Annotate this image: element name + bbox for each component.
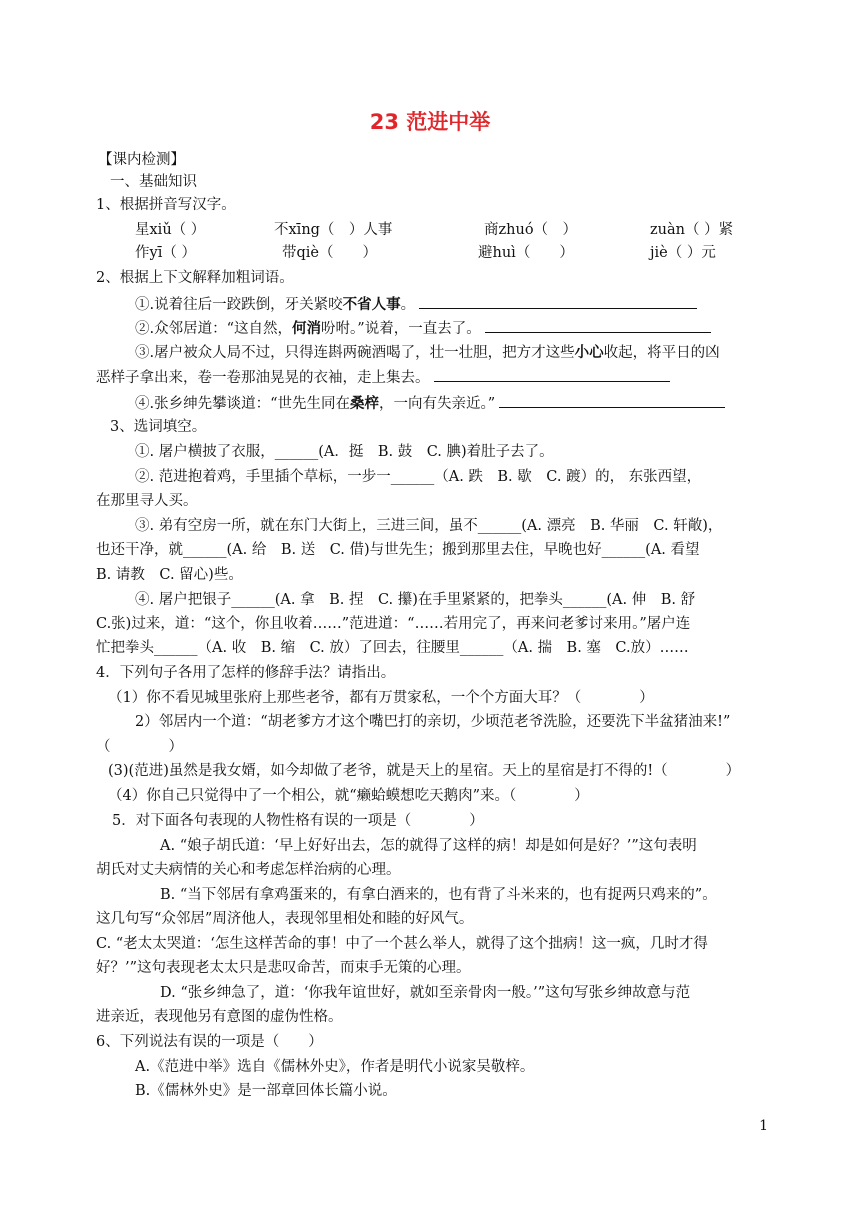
q5-stem: 5．对下面各句表现的人物性格有误的一项是（ ） (112, 813, 484, 829)
q5-option: B. “当下邻居有拿鸡蛋来的，有拿白酒来的，也有背了斗米来的，也有捉两只鸡来的”。 (160, 887, 717, 903)
answer-line[interactable] (499, 392, 725, 408)
q2-text: ④.张乡绅先攀谈道：“世先生同在 (135, 396, 351, 412)
q6-option: A.《范进中举》选自《儒林外史》，作者是明代小说家吴敬梓。 (135, 1059, 535, 1075)
q4-line: 2）邻居内一个道：“胡老爹方才这个嘴巴打的亲切，少顷范老爷洗脸，还要洗下半盆猪油来!” (135, 714, 731, 730)
answer-line[interactable] (434, 366, 670, 382)
q3-line: ①. 屠户横披了衣服，______(A．挺 B. 鼓 C. 腆)着肚子去了。 (135, 444, 554, 460)
q2-text: ②.众邻居道：“这自然， (135, 321, 293, 337)
q2-text: 吩咐。”说着，一直去了。 (321, 321, 481, 337)
q2-bold-word: 桑梓 (350, 395, 380, 412)
q1-stem: 1、根据拼音写汉字。 (96, 197, 236, 213)
q2-bold-word: 小心 (574, 344, 604, 361)
q1-item: 商zhuó（ ） (484, 222, 578, 238)
q5-option: 好？’”这句表现老太太只是悲叹命苦，而束手无策的心理。 (96, 960, 471, 976)
q1-item: 避huì（ ） (478, 245, 574, 261)
q6-option: B.《儒林外史》是一部章回体长篇小说。 (135, 1083, 397, 1099)
q2-stem: 2、根据上下文解释加粗词语。 (96, 270, 294, 286)
q3-line: 在那里寻人买。 (96, 493, 198, 509)
q2-item-3 (135, 342, 720, 364)
q4-line: (3)(范进)虽然是我女婿，如今却做了老爷，就是天上的星宿。天上的星宿是打不得的!（ ） (108, 763, 741, 779)
q5-option: 这几句写“众邻居”周济他人，表现邻里相处和睦的好风气。 (96, 911, 474, 927)
q1-item: 不xīng（ ）人事 (274, 222, 393, 238)
answer-line[interactable] (419, 293, 697, 309)
q5-option: D. “张乡绅急了，道：‘你我年谊世好，就如至亲骨肉一般。’”这句写张乡绅故意与范 (160, 985, 691, 1001)
q6-stem: 6、下列说法有误的一项是（ ） (96, 1034, 323, 1050)
answer-line[interactable] (485, 317, 711, 333)
q2-item-1 (135, 293, 697, 316)
q5-option: C. “老太太哭道：‘怎生这样苦命的事！中了一个甚么举人，就得了这个拙病！这一疯，几时才得 (96, 936, 708, 952)
q2-item-4 (135, 392, 725, 415)
q3-line: 忙把拳头______（A. 收 B. 缩 C. 放）了回去，往腰里______（A. 揣 B. 塞 C.放）…… (96, 640, 689, 656)
page-number: 1 (759, 1118, 768, 1134)
q2-text: ①.说着往后一跤跌倒，牙关紧咬 (135, 297, 343, 313)
q2-text: 。 (400, 297, 416, 313)
page-title: 23 范进中举 (369, 110, 491, 134)
q4-line: （ ） (96, 739, 183, 755)
q2-text: 恶样子拿出来，卷一卷那油晃晃的衣袖，走上集去。 (96, 370, 430, 386)
q2-bold-word: 何消 (292, 320, 322, 337)
q3-stem: 3、选词填空。 (110, 419, 207, 435)
q2-item-3-cont (96, 366, 670, 389)
q3-line: C.张)过来，道：“这个，你且收着……”范进道：“……若用完了，再来问老爹讨来用。”屠户连 (96, 616, 691, 632)
q2-text: ③.屠户被众人局不过，只得连斟两碗酒喝了，壮一壮胆，把方才这些 (135, 345, 575, 361)
q5-option: 进亲近，表现他另有意图的虚伪性格。 (96, 1009, 343, 1025)
q3-line: ③. 弟有空房一所，就在东门大街上，三进三间，虽不______(A. 漂亮 B. 华丽 C. 轩敞)， (135, 518, 723, 534)
q3-line: B. 请教 C. 留心)些。 (96, 567, 243, 583)
q4-stem: 4．下列句子各用了怎样的修辞手法？请指出。 (96, 665, 396, 681)
q1-item: 作yī（ ） (135, 245, 196, 261)
q1-item: 带qiè（ ） (282, 245, 378, 261)
part-heading: 一、基础知识 (110, 174, 197, 190)
q4-line: （4）你自己只觉得中了一个相公，就“癞蛤蟆想吃天鹅肉”来。（ ） (108, 788, 589, 804)
q2-bold-word: 不省人事 (342, 296, 401, 313)
q2-text: 收起，将平日的凶 (603, 345, 720, 361)
section-header: 【课内检测】 (98, 152, 185, 168)
q3-line: ④. 屠户把银子______(A. 拿 B. 捏 C. 攥)在手里紧紧的，把拳头______(A. 伸 B. 舒 (135, 592, 696, 608)
q5-option: A. “娘子胡氏道：‘早上好好出去，怎的就得了这样的病！却是如何是好？’”这句表明 (160, 838, 697, 854)
q1-item: zuàn（ ）紧 (650, 222, 734, 238)
q4-line: （1）你不看见城里张府上那些老爷，都有万贯家私，一个个方面大耳？（ ） (108, 690, 654, 706)
q2-item-2 (135, 317, 711, 340)
q2-text: ，一向有失亲近。” (379, 396, 496, 412)
q1-item: 星xiǔ（ ） (135, 222, 206, 238)
q3-line: ②. 范进抱着鸡，手里插个草标，一步一______（A. 跌 B. 歇 C. 踱）的， 东张西望， (135, 469, 702, 485)
q3-line: 也还干净，就______(A. 给 B. 送 C. 借)与世先生；搬到那里去住，早晚也好______(A. 看望 (96, 542, 700, 558)
q5-option: 胡氏对丈夫病情的关心和考虑怎样治病的心理。 (96, 862, 401, 878)
q1-item: jiè（ ）元 (650, 245, 716, 261)
